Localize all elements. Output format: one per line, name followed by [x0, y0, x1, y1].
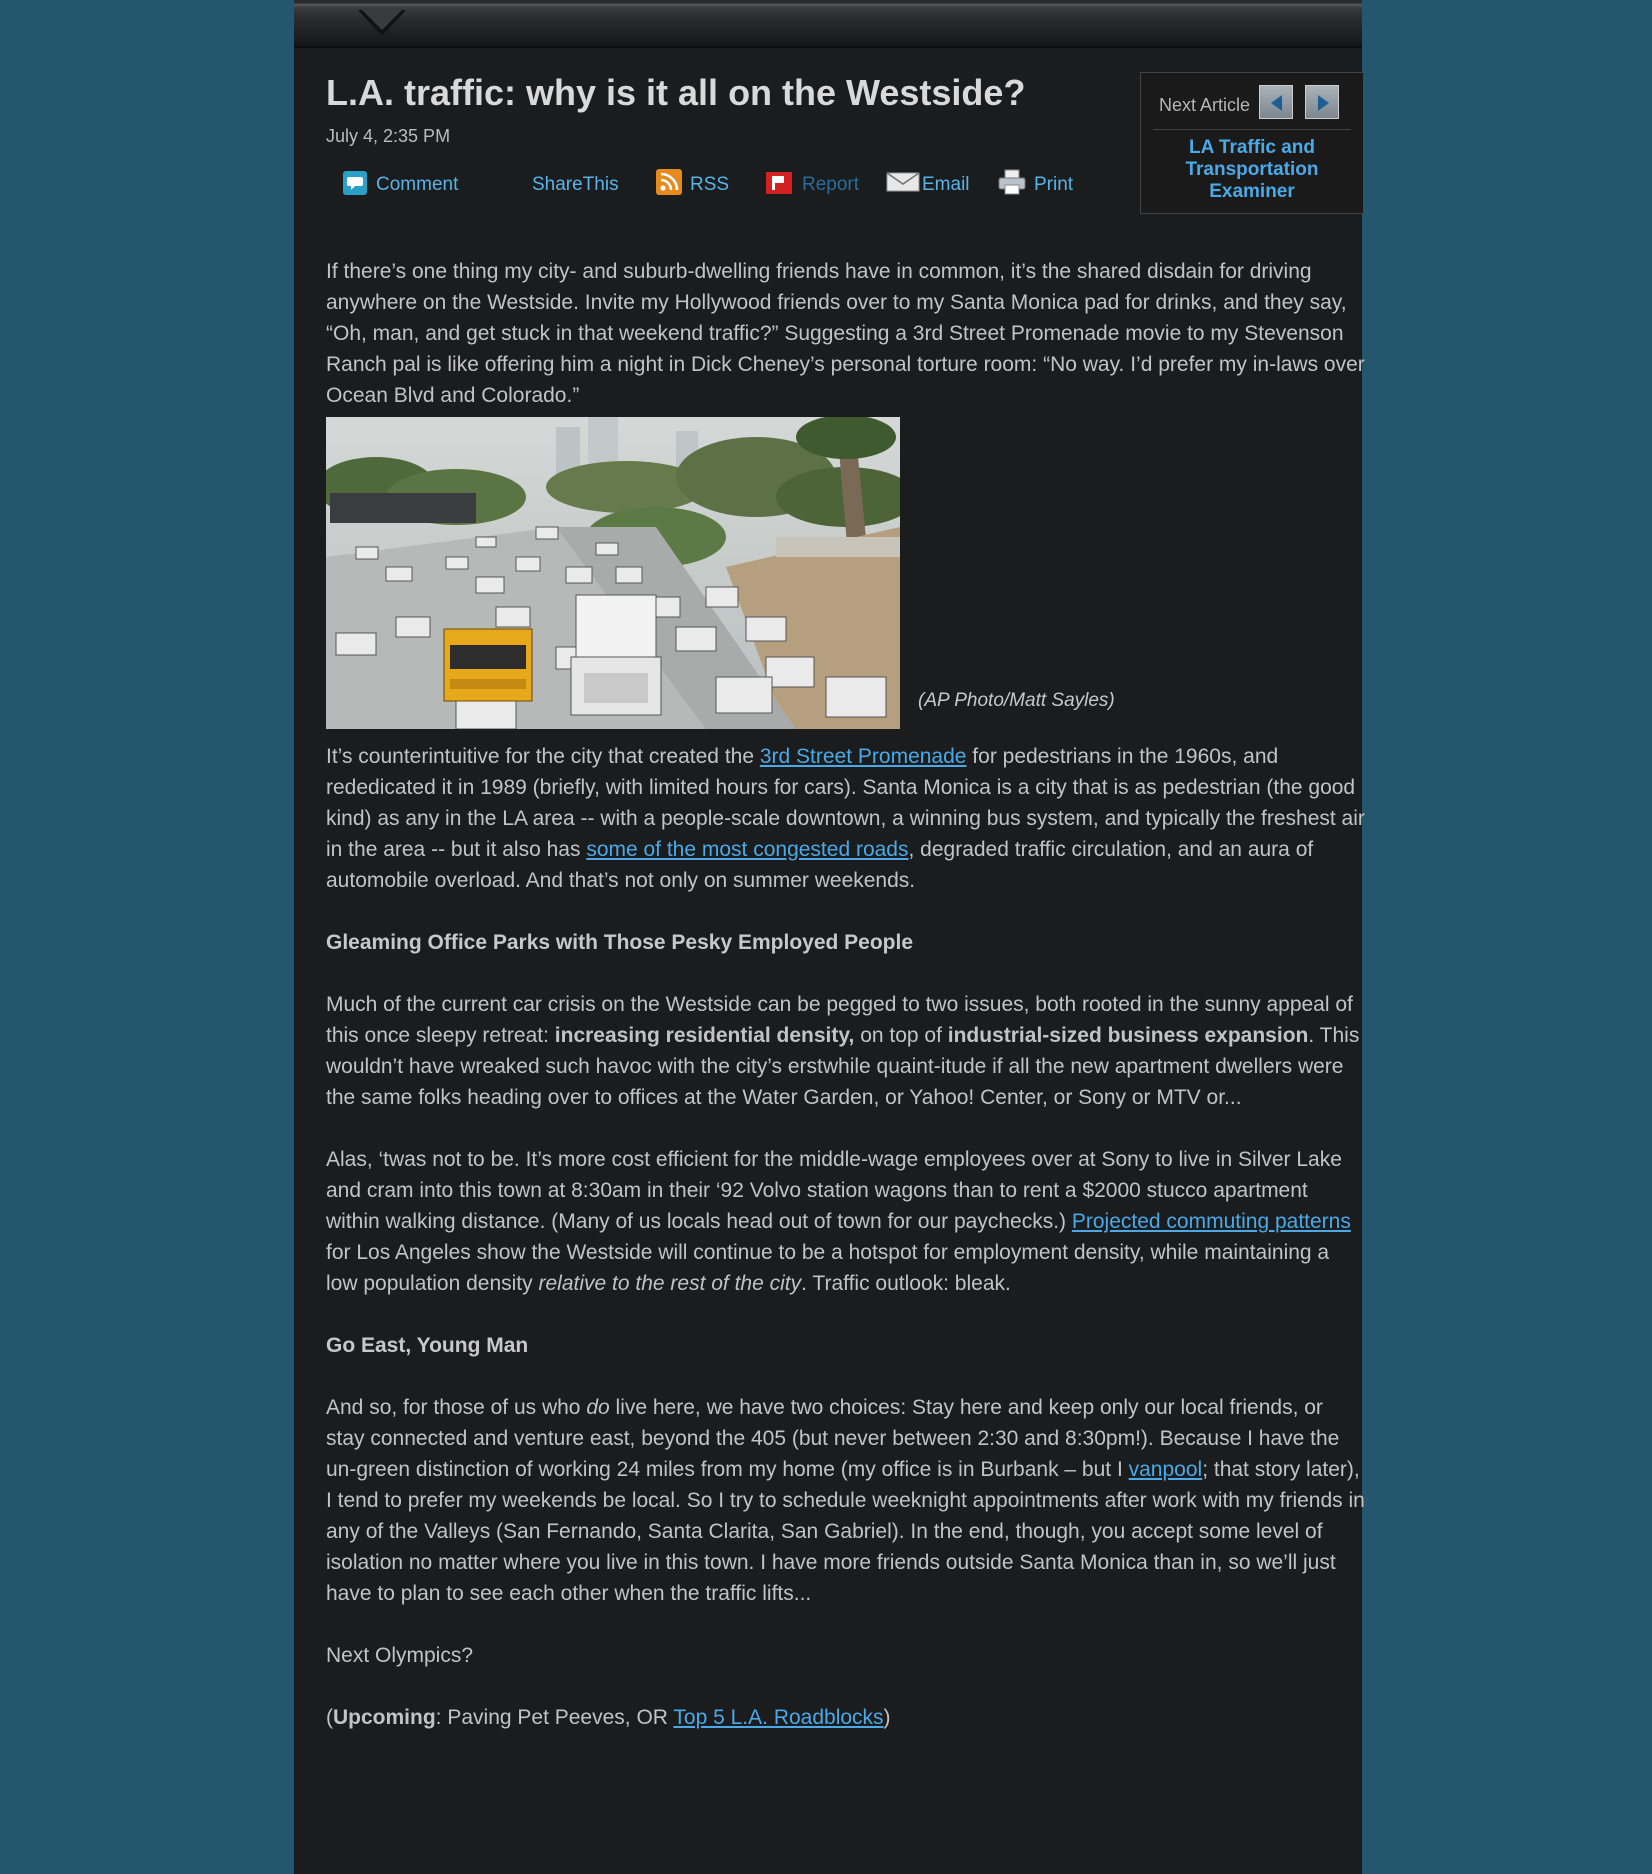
- paragraph-intro: If there’s one thing my city- and suburb-dwelling friends have in common, it’s the shared disdain for driving anywhere on the Westside. Invite my Hollywood friends over to my Santa Monica pad for drinks, and they say, “Oh, man, and get stuck in that weekend traffic?” Suggesting a 3rd Street Promenade movie to my Stevenson Ranch pal is like offering him a night in Dick Cheney’s personal torture room: “No way. I’d prefer my in-laws over Ocean Blvd and Colorado.”: [326, 260, 1365, 407]
- bold-text: Upcoming: [333, 1706, 436, 1729]
- text-run: for Los Angeles show the Westside will continue to be a hotspot for employment density, while maintaining a low population density: [326, 1241, 1330, 1295]
- rss-icon: [656, 169, 682, 201]
- text-run: , degraded traffic circulation, and an aura of automobile overload. And that’s not only on summer weekends.: [326, 838, 1314, 892]
- article-title: L.A. traffic: why is it all on the Westside?: [326, 72, 1026, 113]
- printer-icon: [998, 168, 1026, 202]
- next-article-link-line: LA Traffic and: [1189, 137, 1315, 158]
- comment-label: Comment: [376, 174, 459, 195]
- italic-text: do: [586, 1396, 610, 1419]
- rss-button[interactable]: [656, 168, 729, 202]
- top-bar-notch-icon: [294, 0, 1362, 46]
- print-label: Print: [1034, 174, 1074, 195]
- paragraph-promenade: [326, 741, 1366, 896]
- spacer: [326, 1671, 1366, 1702]
- next-article-label: Next Article: [1159, 95, 1251, 115]
- text-run: ): [883, 1706, 891, 1729]
- print-button[interactable]: [998, 168, 1073, 202]
- article-body: [326, 256, 1366, 1733]
- link-projected-commuting-patterns[interactable]: Projected commuting patterns: [1071, 1210, 1351, 1233]
- sharethis-button[interactable]: [532, 168, 619, 202]
- next-article-link-line: Transportation: [1185, 159, 1319, 180]
- text-run: It’s counterintuitive for the city that created the: [326, 745, 760, 768]
- section-heading-office-parks: Gleaming Office Parks with Those Pesky Employed People: [326, 931, 914, 954]
- spacer: [326, 1113, 1366, 1144]
- paragraph-next-olympics: Next Olympics?: [326, 1644, 474, 1667]
- comment-icon: [342, 168, 368, 202]
- italic-text: relative to the rest of the city: [538, 1272, 802, 1295]
- text-run: for pedestrians in the 1960s, and rededicated it in 1989 (briefly, with limited hours for cars). Santa Monica is a city that is as pedestrian (the good kind) as any in the LA area -- with a people-scale downtown, a winning bus system, and typically the freshest air in the area -- but it also has: [326, 745, 1365, 861]
- article-page: [294, 0, 1365, 1874]
- email-icon: [886, 171, 920, 199]
- sharethis-label: ShareThis: [532, 174, 619, 195]
- top-bar: [294, 0, 1362, 48]
- text-run: . This wouldn’t have wreaked such havoc with the city’s erstwhile quaint-itude if all the new apartment dwellers were the same folks heading over to offices at the Water Garden, or Yahoo! Center, or Sony or MTV or...: [326, 1024, 1360, 1109]
- photo-figure: [326, 417, 1366, 729]
- next-article-panel: [1140, 72, 1363, 214]
- paragraph-alas: [326, 1144, 1366, 1299]
- previous-article-button[interactable]: [1259, 85, 1293, 119]
- text-run: . Traffic outlook: bleak.: [801, 1272, 1011, 1295]
- spacer: [326, 1299, 1366, 1330]
- link-3rd-street-promenade[interactable]: 3rd Street Promenade: [759, 745, 967, 768]
- spacer: [326, 958, 1366, 989]
- paragraph-two-choices: [326, 1392, 1366, 1609]
- text-run: ; that story later), I tend to prefer my weekends be local. So I try to schedule weeknight appointments after work with my friends in any of the Valleys (San Fernando, Santa Clarita, San Gabriel). In the end, though, you accept some level of isolation no matter where you live in this town. I have more friends outside Santa Monica than in, so we’ll just have to plan to see each other when the traffic lifts...: [326, 1458, 1365, 1605]
- email-label: Email: [922, 174, 970, 195]
- text-run: live here, we have two choices: Stay here and keep only our local friends, or stay connected and venture east, beyond the 405 (but never between 2:30 and 8:30pm!). Because I have the un-green distinction of working 24 miles from my home (my office is in Burbank – but I: [326, 1396, 1340, 1481]
- link-congested-roads[interactable]: some of the most congested roads: [586, 838, 909, 861]
- next-article-link-line: Examiner: [1209, 181, 1295, 202]
- link-vanpool[interactable]: vanpool: [1128, 1458, 1203, 1481]
- section-heading-go-east: Go East, Young Man: [326, 1334, 529, 1357]
- text-run: Much of the current car crisis on the Westside can be pegged to two issues, both rooted in the sunny appeal of this once sleepy retreat:: [326, 993, 1353, 1047]
- arrow-right-icon: [1315, 94, 1331, 112]
- traffic-photo: [326, 417, 900, 729]
- report-flag-icon: [764, 168, 794, 202]
- text-run: And so, for those of us who: [326, 1396, 587, 1419]
- arrow-left-icon: [1269, 94, 1285, 112]
- text-run: (: [326, 1706, 333, 1729]
- article-date: July 4, 2:35 PM: [326, 126, 451, 146]
- spacer: [326, 896, 1366, 927]
- spacer: [326, 1609, 1366, 1640]
- next-article-link[interactable]: [1153, 137, 1351, 203]
- photo-caption: (AP Photo/Matt Sayles): [918, 690, 1115, 711]
- comment-button[interactable]: [342, 168, 458, 202]
- bold-text: industrial-sized business expansion: [947, 1024, 1309, 1047]
- rss-label: RSS: [690, 174, 730, 195]
- bold-text: increasing residential density,: [554, 1024, 855, 1047]
- email-button[interactable]: [886, 168, 970, 202]
- next-article-button[interactable]: [1305, 85, 1339, 119]
- report-button[interactable]: [764, 168, 859, 202]
- report-label: Report: [802, 174, 860, 195]
- article-actions: [342, 168, 1202, 202]
- next-article-divider: [1153, 129, 1351, 130]
- text-run: : Paving Pet Peeves, OR: [435, 1706, 674, 1729]
- text-run: on top of: [854, 1024, 948, 1047]
- text-run: Alas, ‘twas not to be. It’s more cost efficient for the middle-wage employees over at Sony to live in Silver Lake and cram into this town at 8:30am in their ‘92 Volvo station wagons than to rent a $2000 stucco apartment within walking distance. (Many of us locals head out of town for our paychecks.): [326, 1148, 1342, 1233]
- link-top-5-roadblocks[interactable]: Top 5 L.A. Roadblocks: [673, 1706, 884, 1729]
- paragraph-car-crisis: [326, 989, 1366, 1113]
- spacer: [326, 1361, 1366, 1392]
- paragraph-upcoming: [326, 1702, 1366, 1733]
